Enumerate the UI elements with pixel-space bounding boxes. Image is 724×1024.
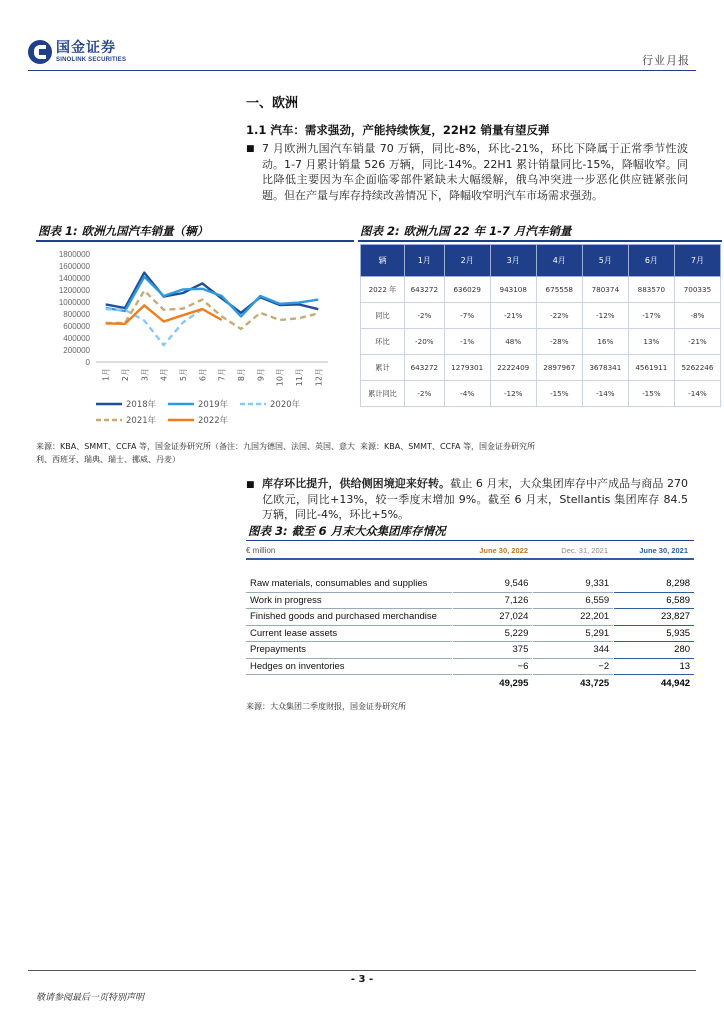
- table-cell: 3678341: [582, 355, 628, 381]
- table-cell: 16%: [582, 329, 628, 355]
- table-cell: 7,126: [453, 593, 533, 610]
- inventory-table: [246, 540, 694, 692]
- table-cell: 同比: [361, 303, 405, 329]
- row-label: Finished goods and purchased merchandise: [246, 609, 452, 626]
- table-cell: 环比: [361, 329, 405, 355]
- table-cell: 636029: [444, 277, 490, 303]
- x-tick-label: 11月: [295, 368, 304, 387]
- table-cell: 9,546: [453, 576, 533, 593]
- fig1-source: 来源：KBA、SMMT、CCFA 等，国金证券研究所（备注：九国为德国、法国、英国、意大利、西班牙、瑞典、瑞士、挪威、丹麦）: [36, 442, 356, 464]
- row-label: Prepayments: [246, 642, 452, 659]
- table-cell: 13%: [628, 329, 674, 355]
- fig2-source: 来源：KBA、SMMT、CCFA 等，国金证券研究所: [360, 442, 536, 451]
- table-row: [361, 277, 721, 303]
- x-tick-label: 1月: [101, 368, 111, 382]
- table-cell: 5,291: [533, 626, 613, 643]
- report-type: 行业月报: [642, 54, 690, 67]
- table-cell: -15%: [536, 381, 582, 407]
- table-header: 辆: [361, 245, 405, 277]
- table-cell: -20%: [405, 329, 445, 355]
- bullet-2: ■: [246, 480, 255, 490]
- table-cell: -17%: [628, 303, 674, 329]
- unit-label: € million: [246, 545, 276, 555]
- sub-title: 1.1 汽车：需求强劲，产能持续恢复，22H2 销量有望反弹: [246, 123, 550, 137]
- table-cell: 344: [533, 642, 613, 659]
- row-label: Hedges on inventories: [246, 659, 452, 676]
- table-cell: 883570: [628, 277, 674, 303]
- table-cell: 27,024: [453, 609, 533, 626]
- table-row: [361, 329, 721, 355]
- table-header: 7月: [674, 245, 720, 277]
- col-header: June 30, 2022: [479, 545, 528, 555]
- row-label: Work in progress: [246, 593, 452, 610]
- table-row: [361, 381, 721, 407]
- x-tick-label: 8月: [237, 368, 246, 382]
- y-tick-label: 400000: [63, 334, 90, 343]
- table-cell: 643272: [405, 277, 445, 303]
- table-header: 5月: [582, 245, 628, 277]
- table-cell: 780374: [582, 277, 628, 303]
- fig1-title: 图表 1: 欧洲九国汽车销量（辆）: [38, 224, 209, 238]
- table-cell: -2%: [405, 381, 445, 407]
- table-header: 4月: [536, 245, 582, 277]
- sales-table: [360, 244, 721, 407]
- disclaimer: 敬请参阅最后一页特别声明: [36, 993, 145, 1003]
- company-logo: [28, 40, 126, 64]
- fig3-title: 图表 3: 截至 6 月末大众集团库存情况: [248, 524, 446, 538]
- table-cell: 13: [614, 659, 694, 676]
- table-cell: 375: [453, 642, 533, 659]
- table-header: 2月: [444, 245, 490, 277]
- table-row: [246, 659, 694, 676]
- x-tick-label: 12月: [314, 368, 324, 387]
- x-tick-label: 7月: [217, 368, 227, 382]
- table-cell: 22,201: [533, 609, 613, 626]
- table-cell: 44,942: [660, 677, 691, 689]
- table-cell: -2%: [405, 303, 445, 329]
- x-tick-label: 4月: [159, 368, 169, 382]
- table-cell: 48%: [490, 329, 536, 355]
- table-cell: -12%: [490, 381, 536, 407]
- fig3-source: 来源：大众集团二季度财报，国金证券研究所: [246, 702, 406, 711]
- table-cell: 6,559: [533, 593, 613, 610]
- table-cell: -4%: [444, 381, 490, 407]
- table-cell: 4561911: [628, 355, 674, 381]
- logo-cn-text: 国金证券: [56, 40, 116, 56]
- table-row: [246, 609, 694, 626]
- table-row: [246, 626, 694, 643]
- x-tick-label: 3月: [140, 368, 150, 382]
- table-cell: -22%: [536, 303, 582, 329]
- table-cell: 6,589: [614, 593, 694, 610]
- table-cell: -7%: [444, 303, 490, 329]
- table-cell: -1%: [444, 329, 490, 355]
- legend-label: 2021年: [126, 416, 157, 426]
- table-row: [246, 642, 694, 659]
- paragraph-2-body: 截止 6 月末，大众集团库存中产成品与商品 270 亿欧元，同比+13%，较一季度末增加 9%。截至 6 月末，Stellantis 集团库存 84.5 万辆，同比-4%，环比+5%。: [262, 477, 688, 521]
- y-tick-label: 1000000: [58, 298, 90, 307]
- table-cell: -28%: [536, 329, 582, 355]
- y-tick-label: 1600000: [58, 262, 90, 271]
- table-cell: -14%: [674, 381, 720, 407]
- col-header: Dec. 31, 2021: [561, 545, 608, 555]
- col-header: June 30, 2021: [639, 545, 688, 555]
- row-label: [246, 675, 452, 692]
- y-tick-label: 200000: [63, 346, 90, 355]
- table-header: 6月: [628, 245, 674, 277]
- table-row: [246, 593, 694, 610]
- table-cell: 9,331: [533, 576, 613, 593]
- footer-divider: [28, 970, 696, 971]
- table-cell: −2: [533, 659, 613, 676]
- table-cell: 643272: [405, 355, 445, 381]
- legend-label: 2022年: [198, 416, 229, 426]
- table-cell: 2222409: [490, 355, 536, 381]
- table-row: [361, 303, 721, 329]
- fig2-title: 图表 2: 欧洲九国 22 年 1-7 月汽车销量: [360, 224, 572, 238]
- page-number: - 3 -: [350, 974, 374, 985]
- paragraph-2: [262, 476, 688, 523]
- header-divider: [28, 70, 696, 71]
- section-title: 一、欧洲: [246, 96, 299, 111]
- row-label: Raw materials, consumables and supplies: [246, 576, 452, 593]
- table-cell: 700335: [674, 277, 720, 303]
- x-tick-label: 9月: [256, 368, 266, 382]
- table-cell: 累计同比: [361, 381, 405, 407]
- table-cell: 2897967: [536, 355, 582, 381]
- table-cell: 8,298: [614, 576, 694, 593]
- y-tick-label: 1400000: [58, 274, 90, 283]
- row-label: Current lease assets: [246, 626, 452, 643]
- table-cell: 累计: [361, 355, 405, 381]
- x-tick-label: 10月: [275, 368, 285, 387]
- y-tick-label: 800000: [63, 310, 90, 319]
- table-cell: 23,827: [614, 609, 694, 626]
- table-cell: 675558: [536, 277, 582, 303]
- series-line-2021年: [106, 291, 319, 329]
- total-row: [246, 675, 694, 692]
- table-cell: −6: [453, 659, 533, 676]
- x-tick-label: 5月: [179, 368, 188, 382]
- y-tick-label: 1200000: [58, 286, 90, 295]
- table-cell: 5,935: [614, 626, 694, 643]
- table-cell: -21%: [490, 303, 536, 329]
- legend-label: 2018年: [126, 400, 157, 410]
- bullet-1: ■: [246, 144, 255, 154]
- table-cell: 5262246: [674, 355, 720, 381]
- legend-label: 2020年: [270, 400, 301, 410]
- table-cell: -8%: [674, 303, 720, 329]
- table-header: 1月: [405, 245, 445, 277]
- table-cell: 5,229: [453, 626, 533, 643]
- logo-icon: [28, 40, 52, 64]
- x-tick-label: 6月: [198, 368, 208, 382]
- table-cell: 43,725: [580, 677, 610, 689]
- table-cell: -15%: [628, 381, 674, 407]
- paragraph-2-lead: 库存环比提升，供给侧困境迎来好转。: [262, 477, 451, 490]
- table-cell: 943108: [490, 277, 536, 303]
- x-tick-label: 2月: [121, 368, 130, 382]
- table-cell: 1279301: [444, 355, 490, 381]
- logo-en-text: SINOLINK SECURITIES: [56, 57, 127, 63]
- table-header: 3月: [490, 245, 536, 277]
- fig1-rule: [36, 240, 354, 242]
- table-row: [246, 576, 694, 593]
- sales-line-chart: [36, 244, 356, 440]
- table-cell: -12%: [582, 303, 628, 329]
- table-row: [361, 355, 721, 381]
- table-cell: -21%: [674, 329, 720, 355]
- legend-label: 2019年: [198, 400, 229, 410]
- y-tick-label: 0: [85, 358, 90, 367]
- y-tick-label: 600000: [63, 322, 90, 331]
- table-cell: 2022 年: [361, 277, 405, 303]
- table-cell: 49,295: [499, 677, 529, 689]
- y-tick-label: 1800000: [58, 250, 90, 259]
- fig2-rule: [358, 240, 722, 242]
- paragraph-1: 7 月欧洲九国汽车销量 70 万辆，同比-8%，环比-21%，环比下降属于正常季节性波动。1-7 月累计销量 526 万辆，同比-14%。22H1 累计销量同比-15%，降幅收窄。同比降低主要因为车企面临零部件紧缺未大幅缓解，俄乌冲突进一步恶化供应链紧张问题。但在产量与库存持续改善情况下，降幅收窄明汽车市场需求强劲。: [262, 142, 688, 202]
- table-cell: 280: [614, 642, 694, 659]
- table-cell: -14%: [582, 381, 628, 407]
